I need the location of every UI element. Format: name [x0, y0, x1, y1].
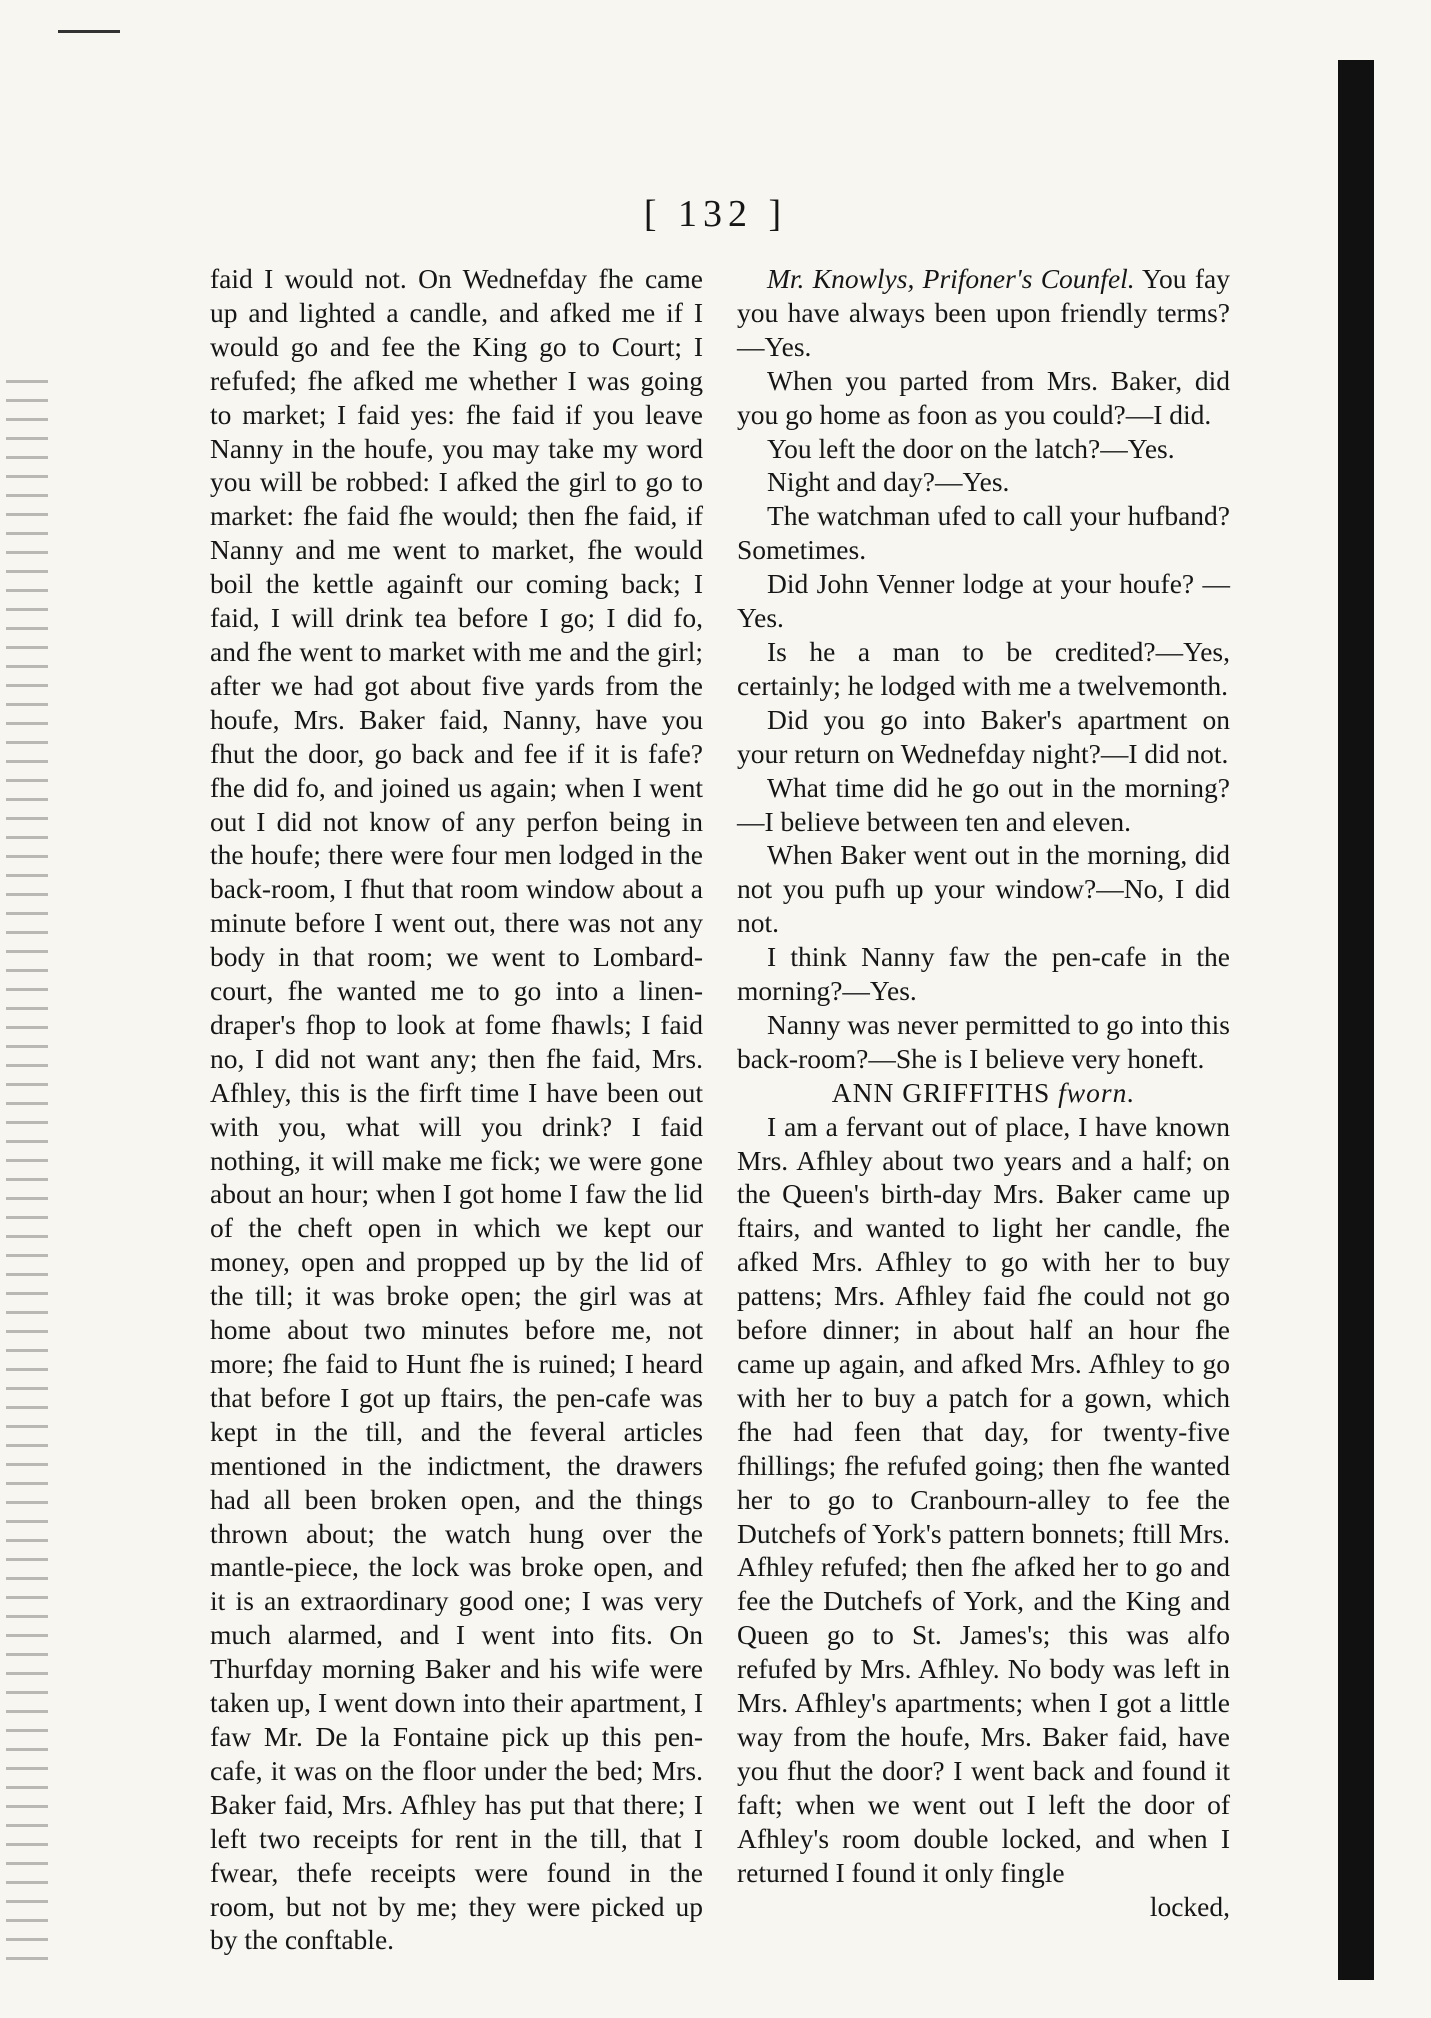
question-answer: I think Nanny faw the pen-cafe in the morning?—Yes. [737, 941, 1230, 1007]
scan-edge-specks [6, 380, 48, 1960]
question-answer: The watchman ufed to call your hufband? Sometimes. [737, 500, 1230, 566]
testimony-paragraph: faid I would not. On Wednefday fhe came up and lighted a candle, and afked me if I would go and fee the King go to Court; I refufed; fhe afked me whether I was going to market; I faid yes: fhe faid if you leave Nanny in the houfe, you may take my word you will be robbed: I afked the girl to go to market: fhe faid fhe would; then fhe faid, if Nanny and me went to market, fhe would boil the kettle againft our coming back; I faid, I will drink tea before I go; I did fo, and fhe went to market with me and the girl; after we had got about five yards from the houfe, Mrs. Baker faid, Nanny, have you fhut the door, go back and fee if it is fafe? fhe did fo, and joined us again; when I went out I did not know of any perfon being in the houfe; there were four men lodged in the back-room, I fhut that room window about a minute before I went out, there was not any body in that room; we went to Lombard-court, fhe wanted me to go into a linen-draper's fhop to look at fome fhawls; I faid no, I did not want any; then fhe faid, Mrs. Afhley, this is the firft time I have been out with you, what will you drink? I faid nothing, it will make me fick; we were gone about an hour; when I got home I faw the lid of the cheft open in which we kept our money, open and propped up by the lid of the till; it was broke open; the girl was at home about two minutes before me, not more; fhe faid to Hunt fhe is ruined; I heard that before I got up ftairs, the pen-cafe was kept in the till, and the feveral articles mentioned in the indictment, the drawers had all been broken open, and the things thrown about; the watch hung over the mantle-piece, the lock was broke open, and it is an extraordinary good one; I was very much alarmed, and I went into fits. On Thurfday morning Baker and his wife were taken up, I went down into their apartment, I faw Mr. De la Fontaine pick up this pen-cafe, it was on the floor under the bed; Mrs. Baker faid, Mrs. Afhley has put that there; I left two receipts for rent in the till, that I fwear, thefe receipts were found in the room, but not by me; they were picked up by the conftable. [210, 263, 703, 1956]
left-column [210, 262, 703, 1957]
witness-sworn: fworn. [1058, 1076, 1136, 1108]
question-answer: When Baker went out in the morning, did not you pufh up your window?—No, I did not. [737, 839, 1230, 939]
catchword: locked, [1149, 1890, 1230, 1922]
question-answer: You fay you have always been upon friendly terms?—Yes. [737, 263, 1230, 362]
testimony-paragraph: I am a fervant out of place, I have known Mrs. Afhley about two years and a half; on the Queen's birth-day Mrs. Baker came up ftairs, and wanted to light her candle, fhe afked Mrs. Afhley to go with her to buy pattens; Mrs. Afhley faid fhe could not go before dinner; in about half an hour fhe came up again, and afked Mrs. Afhley to go with her to buy a patch for a gown, which fhe had feen that day, for twenty-five fhillings; fhe refufed going; then fhe wanted her to go to Cranbourn-alley to fee the Dutchefs of York's pattern bonnets; ftill Mrs. Afhley refufed; then fhe afked her to go and fee the Dutchefs of York, and the King and Queen go to St. James's; this was alfo refufed by Mrs. Afhley. No body was left in Mrs. Afhley's apartments; when I got a little way from the houfe, Mrs. Baker faid, have you fhut the door? I went back and found it faft; when we went out I left the door of Afhley's room double locked, and when I returned I found it only fingle [737, 1110, 1230, 1888]
question-answer: Is he a man to be credited?—Yes, certainly; he lodged with me a twelvemonth. [737, 635, 1230, 701]
scan-mark [58, 30, 120, 33]
scan-edge-shadow [1338, 60, 1374, 1980]
question-answer: When you parted from Mrs. Baker, did you go home as foon as you could?—I did. [737, 364, 1230, 430]
speaker-label: Mr. Knowlys, Prifoner's Counfel. [767, 263, 1135, 294]
page-number: [ 132 ] [643, 193, 788, 235]
question-answer: Night and day?—Yes. [767, 466, 1010, 498]
question-answer: Nanny was never permitted to go into this back-room?—She is I believe very honeft. [737, 1008, 1230, 1074]
question-answer: Did John Venner lodge at your houfe? —Yes. [737, 568, 1230, 634]
right-column [737, 262, 1230, 1923]
question-answer: Did you go into Baker's apartment on your return on Wednefday night?—I did not. [737, 703, 1230, 769]
question-answer: You left the door on the latch?—Yes. [767, 432, 1175, 464]
cross-examination-opening [737, 262, 1230, 364]
witness-heading [737, 1076, 1230, 1110]
question-answer: What time did he go out in the morning? —I believe between ten and eleven. [737, 771, 1230, 837]
witness-name: ANN GRIFFITHS [831, 1076, 1051, 1108]
